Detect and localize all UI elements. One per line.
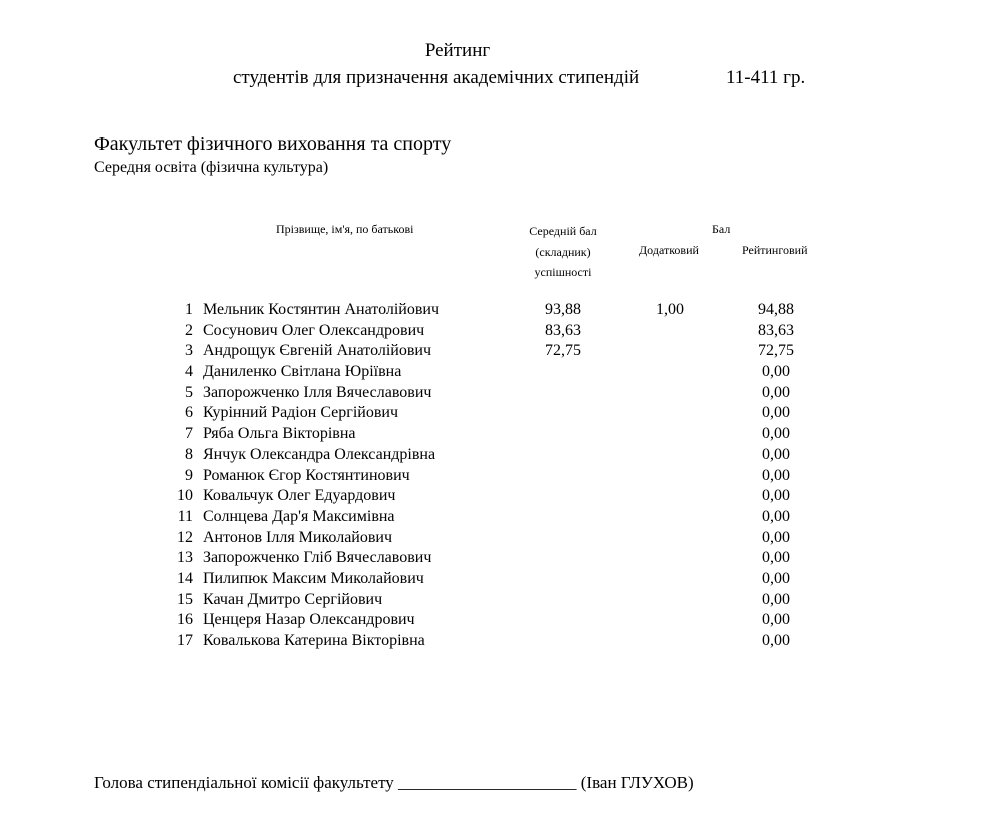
student-name: Солнцева Дар'я Максимівна — [203, 507, 395, 525]
table-row — [0, 486, 983, 507]
student-name: Даниленко Світлана Юріївна — [203, 363, 402, 381]
faculty-name: Факультет фізичного виховання та спорту — [94, 133, 452, 155]
student-name: Сосунович Олег Олександрович — [203, 321, 425, 339]
student-name: Пилипюк Максим Миколайович — [203, 569, 424, 587]
student-name: Антонов Ілля Миколайович — [203, 528, 393, 546]
column-header-additional: Додатковий — [639, 243, 699, 257]
table-row — [0, 590, 983, 611]
table-row — [0, 445, 983, 466]
program-name: Середня освіта (фізична культура) — [94, 159, 329, 176]
table-row — [0, 548, 983, 569]
row-number: 8 — [185, 445, 193, 463]
avg-score: 72,75 — [545, 342, 581, 360]
rating-score: 0,00 — [762, 383, 790, 401]
rating-score: 0,00 — [762, 445, 790, 463]
rating-score: 72,75 — [758, 342, 794, 360]
student-list — [0, 300, 983, 652]
column-header-rating: Рейтинговий — [742, 243, 808, 257]
row-number: 7 — [185, 425, 193, 443]
additional-score: 1,00 — [656, 301, 684, 318]
row-number: 6 — [185, 404, 193, 422]
avg-score: 93,88 — [545, 301, 581, 318]
rating-score: 83,63 — [758, 321, 794, 339]
rating-score: 94,88 — [758, 301, 794, 318]
student-name: Курінний Радіон Сергійович — [203, 404, 399, 422]
student-name: Янчук Олександра Олександрівна — [203, 445, 436, 463]
row-number: 4 — [185, 363, 193, 381]
group-label: 11-411 гр. — [726, 67, 806, 88]
table-row — [0, 569, 983, 590]
row-number: 5 — [185, 383, 193, 401]
table-row — [0, 321, 983, 342]
rating-score: 0,00 — [762, 404, 790, 422]
rating-score: 0,00 — [762, 569, 790, 587]
rating-score: 0,00 — [762, 466, 790, 484]
row-number: 2 — [185, 321, 193, 339]
student-name: Ковалькова Катерина Вікторівна — [203, 632, 425, 649]
rating-score: 0,00 — [762, 590, 790, 608]
column-header-avg-score: Середній бал (складник) успішності — [529, 224, 597, 279]
signature-line: Голова стипендіальної комісії факультету _____________________ (Іван ГЛУХОВ) — [94, 773, 694, 792]
student-name: Запорожченко Гліб Вячеславович — [203, 549, 432, 567]
rating-score: 0,00 — [762, 632, 790, 649]
row-number: 13 — [177, 549, 193, 567]
rating-score: 0,00 — [762, 425, 790, 443]
student-name: Романюк Єгор Костянтинович — [203, 466, 410, 484]
table-row — [0, 507, 983, 528]
row-number: 17 — [177, 632, 193, 649]
student-name: Андрощук Євгеній Анатолійович — [203, 342, 432, 360]
table-row — [0, 362, 983, 383]
student-name: Ценцеря Назар Олександрович — [203, 611, 415, 629]
avg-score: 83,63 — [545, 321, 581, 339]
table-row — [0, 383, 983, 404]
student-name: Запорожченко Ілля Вячеславович — [203, 383, 432, 401]
rating-score: 0,00 — [762, 528, 790, 546]
rating-score: 0,00 — [762, 487, 790, 505]
rating-score: 0,00 — [762, 549, 790, 567]
row-number: 9 — [185, 466, 193, 484]
document-subtitle: студентів для призначення академічних стипендій — [233, 67, 640, 88]
table-row — [0, 403, 983, 424]
rating-score: 0,00 — [762, 611, 790, 629]
table-row — [0, 424, 983, 445]
row-number: 12 — [177, 528, 193, 546]
row-number: 16 — [177, 611, 193, 629]
row-number: 11 — [177, 507, 193, 525]
column-header-name: Прізвище, ім'я, по батькові — [276, 222, 414, 236]
row-number: 1 — [185, 301, 193, 318]
table-row — [0, 610, 983, 631]
student-name: Мельник Костянтин Анатолійович — [203, 301, 440, 318]
table-row — [0, 341, 983, 362]
student-name: Качан Дмитро Сергійович — [203, 590, 383, 608]
column-header-score-group: Бал — [712, 222, 731, 236]
table-row — [0, 300, 983, 321]
rating-score: 0,00 — [762, 363, 790, 381]
document-title: Рейтинг — [424, 40, 491, 61]
row-number: 15 — [177, 590, 193, 608]
student-name: Ковальчук Олег Едуардович — [203, 487, 396, 505]
rating-score: 0,00 — [762, 507, 790, 525]
row-number: 10 — [177, 487, 193, 505]
row-number: 3 — [185, 342, 193, 360]
student-name: Ряба Ольга Вікторівна — [203, 425, 356, 443]
table-row — [0, 466, 983, 487]
row-number: 14 — [177, 569, 193, 587]
table-row — [0, 631, 983, 652]
table-row — [0, 528, 983, 549]
